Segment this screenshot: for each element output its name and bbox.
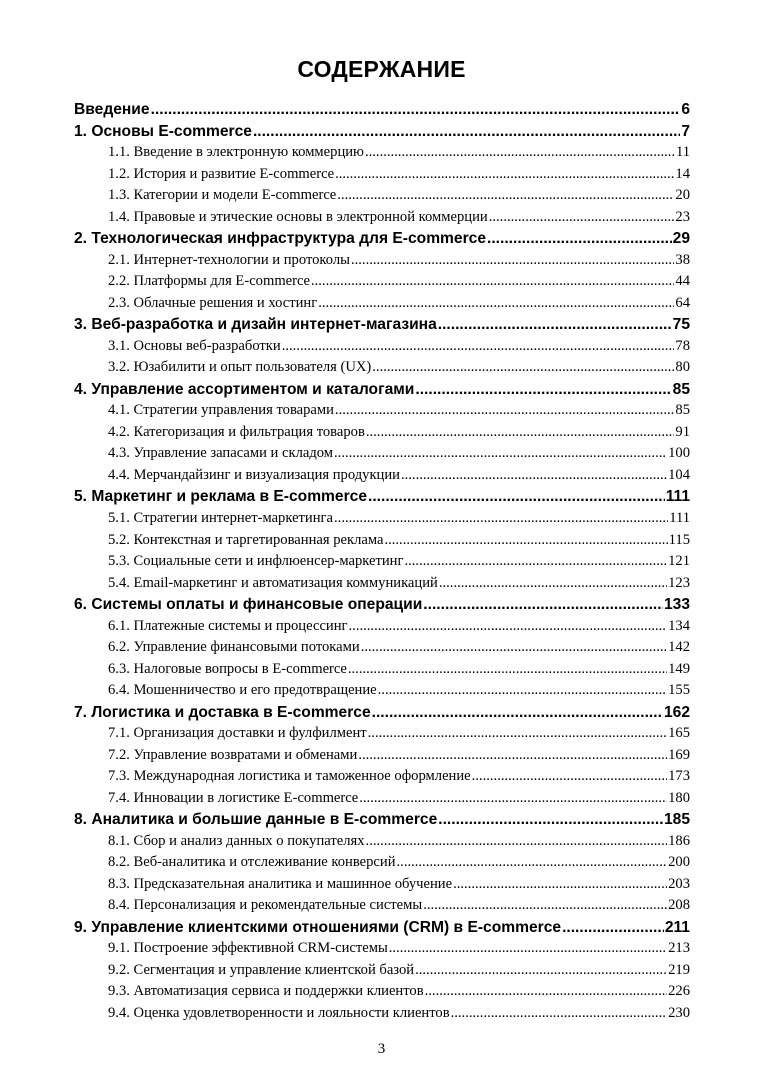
toc-entry-page: 219: [668, 961, 690, 978]
toc-chapter-entry: [74, 486, 690, 508]
toc-section-entry: [74, 745, 690, 767]
toc-entry-page: 14: [675, 165, 690, 182]
toc-entry-label: 1.2. История и развитие E-commerce: [108, 165, 335, 182]
toc-entry-page: 91: [675, 423, 690, 440]
toc-entry-page: 111: [665, 488, 690, 506]
toc-section-entry: [74, 960, 690, 982]
toc-entry-page: 23: [675, 208, 690, 225]
toc-entry-label: 8.2. Веб-аналитика и отслеживание конверсий: [108, 854, 396, 871]
toc-entry-page: 115: [668, 531, 690, 548]
dot-leader: [151, 99, 681, 121]
dot-leader: [253, 121, 680, 143]
toc-entry-label: 5. Маркетинг и реклама в E-commerce: [74, 488, 368, 506]
dot-leader: [562, 917, 664, 939]
toc-section-entry: [74, 293, 690, 315]
toc-entry-page: 7: [681, 122, 690, 140]
dot-leader: [335, 400, 674, 422]
toc-entry-label: 6.3. Налоговые вопросы в E-commerce: [108, 660, 347, 677]
toc-section-entry: [74, 142, 690, 164]
dot-leader: [351, 250, 674, 272]
toc-chapter-entry: [74, 917, 690, 939]
toc-section-entry: [74, 831, 690, 853]
toc-entry-label: 1.1. Введение в электронную коммерцию: [108, 144, 364, 161]
toc-entry-page: 20: [675, 187, 690, 204]
toc-entry-page: 169: [668, 746, 690, 763]
toc-chapter-entry: [74, 99, 690, 121]
dot-leader: [334, 443, 667, 465]
toc-entry-label: 4. Управление ассортиментом и каталогами: [74, 380, 415, 398]
toc-entry-page: 200: [668, 854, 690, 871]
toc-entry-label: 9.3. Автоматизация сервиса и поддержки клиентов: [108, 983, 424, 1000]
toc-entry-page: 85: [672, 380, 690, 398]
dot-leader: [487, 228, 672, 250]
toc-section-entry: [74, 336, 690, 358]
dot-leader: [368, 486, 665, 508]
toc-entry-label: 4.1. Стратегии управления товарами: [108, 402, 334, 419]
toc-section-entry: [74, 185, 690, 207]
dot-leader: [397, 852, 668, 874]
toc-section-entry: [74, 766, 690, 788]
dot-leader: [368, 723, 667, 745]
toc-entry-label: 1.3. Категории и модели E-commerce: [108, 187, 337, 204]
toc-entry-label: 3.1. Основы веб-разработки: [108, 337, 281, 354]
dot-leader: [282, 336, 675, 358]
toc-entry-page: 213: [668, 940, 690, 957]
toc-entry-label: 8.4. Персонализация и рекомендательные системы: [108, 897, 423, 914]
toc-entry-label: 9. Управление клиентскими отношениями (CRM) в E-commerce: [74, 918, 562, 936]
dot-leader: [318, 293, 674, 315]
dot-leader: [453, 874, 667, 896]
dot-leader: [438, 809, 663, 831]
dot-leader: [311, 271, 674, 293]
dot-leader: [415, 960, 667, 982]
toc-entry-page: 142: [668, 639, 690, 656]
toc-entry-page: 11: [675, 144, 690, 161]
toc-entry-label: 7.3. Международная логистика и таможенное оформление: [108, 768, 471, 785]
toc-section-entry: [74, 895, 690, 917]
toc-section-entry: [74, 551, 690, 573]
toc-entry-label: 2.1. Интернет-технологии и протоколы: [108, 251, 350, 268]
dot-leader: [366, 831, 668, 853]
toc-entry-label: 9.4. Оценка удовлетворенности и лояльности клиентов: [108, 1004, 450, 1021]
toc-section-entry: [74, 938, 690, 960]
toc-entry-label: 6.2. Управление финансовыми потоками: [108, 639, 360, 656]
dot-leader: [489, 207, 675, 229]
toc-entry-page: 38: [675, 251, 690, 268]
page-number: 3: [377, 1041, 386, 1057]
toc-entry-page: 162: [663, 703, 690, 721]
toc-entry-page: 6: [681, 101, 690, 118]
toc-entry-label: Введение: [74, 101, 150, 118]
toc-section-entry: [74, 271, 690, 293]
toc-entry-label: 5.2. Контекстная и таргетированная реклама: [108, 531, 384, 548]
dot-leader: [365, 142, 675, 164]
toc-entry-label: 2. Технологическая инфраструктура для E-commerce: [74, 230, 487, 248]
toc-chapter-entry: [74, 314, 690, 336]
toc-entry-page: 134: [668, 617, 690, 634]
toc-section-entry: [74, 981, 690, 1003]
dot-leader: [439, 573, 667, 595]
toc-entry-page: 186: [668, 832, 690, 849]
toc-entry-label: 7.2. Управление возвратами и обменами: [108, 746, 358, 763]
toc-entry-label: 9.1. Построение эффективной CRM-системы: [108, 940, 388, 957]
toc-entry-label: 7. Логистика и доставка в E-commerce: [74, 703, 371, 721]
toc-entry-label: 5.4. Email-маркетинг и автоматизация коммуникаций: [108, 574, 438, 591]
toc-section-entry: [74, 465, 690, 487]
toc-section-entry: [74, 508, 690, 530]
dot-leader: [451, 1003, 668, 1025]
toc-entry-page: 111: [669, 510, 690, 527]
toc-entry-page: 123: [668, 574, 690, 591]
toc-section-entry: [74, 1003, 690, 1025]
toc-entry-label: 2.3. Облачные решения и хостинг: [108, 294, 318, 311]
toc-entry-page: 29: [672, 230, 690, 248]
toc-entry-page: 100: [668, 445, 690, 462]
toc-entry-page: 165: [668, 725, 690, 742]
toc-entry-label: 5.3. Социальные сети и инфлюенсер-маркетинг: [108, 553, 404, 570]
toc-entry-page: 180: [668, 789, 690, 806]
toc-chapter-entry: [74, 702, 690, 724]
toc-entry-label: 7.4. Инновации в логистике E-commerce: [108, 789, 359, 806]
toc-section-entry: [74, 207, 690, 229]
toc-section-entry: [74, 874, 690, 896]
toc-entry-page: 208: [668, 897, 690, 914]
dot-leader: [337, 185, 674, 207]
toc-chapter-entry: [74, 594, 690, 616]
dot-leader: [348, 659, 667, 681]
dot-leader: [359, 788, 667, 810]
toc-entry-page: 75: [672, 316, 690, 334]
toc-entry-page: 133: [663, 596, 690, 614]
dot-leader: [372, 702, 663, 724]
dot-leader: [349, 616, 668, 638]
toc-entry-page: 155: [668, 682, 690, 699]
dot-leader: [438, 314, 672, 336]
dot-leader: [389, 938, 667, 960]
toc-chapter-entry: [74, 809, 690, 831]
toc-entry-label: 9.2. Сегментация и управление клиентской базой: [108, 961, 415, 978]
toc-entry-label: 8. Аналитика и большие данные в E-commerce: [74, 811, 438, 829]
toc-section-entry: [74, 400, 690, 422]
toc-section-entry: [74, 357, 690, 379]
toc-entry-label: 8.3. Предсказательная аналитика и машинное обучение: [108, 875, 453, 892]
toc-entry-label: 8.1. Сбор и анализ данных о покупателях: [108, 832, 365, 849]
toc-chapter-entry: [74, 379, 690, 401]
dot-leader: [423, 594, 663, 616]
toc-entry-label: 3.2. Юзабилити и опыт пользователя (UX): [108, 359, 372, 376]
dot-leader: [425, 981, 667, 1003]
toc-entry-label: 5.1. Стратегии интернет-маркетинга: [108, 510, 334, 527]
toc-entry-page: 173: [668, 768, 690, 785]
dot-leader: [415, 379, 671, 401]
toc-entry-page: 44: [675, 273, 690, 290]
page-title: СОДЕРЖАНИЕ: [297, 56, 466, 82]
toc-entry-label: 6. Системы оплаты и финансовые операции: [74, 596, 423, 614]
toc-section-entry: [74, 530, 690, 552]
toc-entry-label: 1.4. Правовые и этические основы в электронной коммерции: [108, 208, 488, 225]
dot-leader: [335, 164, 674, 186]
toc-entry-page: 121: [668, 553, 690, 570]
toc-entry-label: 7.1. Организация доставки и фулфилмент: [108, 725, 367, 742]
toc-section-entry: [74, 637, 690, 659]
toc-entry-page: 64: [675, 294, 690, 311]
toc-section-entry: [74, 723, 690, 745]
toc-entry-label: 4.4. Мерчандайзинг и визуализация продукции: [108, 466, 400, 483]
toc-entry-page: 104: [668, 466, 690, 483]
toc-section-entry: [74, 788, 690, 810]
dot-leader: [404, 551, 667, 573]
toc-entry-page: 203: [668, 875, 690, 892]
toc-entry-page: 80: [675, 359, 690, 376]
toc-entry-page: 85: [675, 402, 690, 419]
toc-entry-page: 226: [668, 983, 690, 1000]
toc-entry-page: 78: [675, 337, 690, 354]
toc-entry-label: 4.2. Категоризация и фильтрация товаров: [108, 423, 365, 440]
toc-entry-page: 185: [663, 811, 690, 829]
toc-section-entry: [74, 443, 690, 465]
toc-section-entry: [74, 250, 690, 272]
toc-section-entry: [74, 659, 690, 681]
toc-section-entry: [74, 422, 690, 444]
toc-entry-page: 230: [668, 1004, 690, 1021]
dot-leader: [401, 465, 667, 487]
toc-entry-label: 6.4. Мошенничество и его предотвращение: [108, 682, 377, 699]
toc-section-entry: [74, 680, 690, 702]
dot-leader: [366, 422, 675, 444]
toc-section-entry: [74, 852, 690, 874]
toc-entry-page: 211: [664, 918, 690, 936]
dot-leader: [384, 530, 667, 552]
dot-leader: [472, 766, 667, 788]
toc-entry-label: 6.1. Платежные системы и процессинг: [108, 617, 348, 634]
dot-leader: [423, 895, 667, 917]
toc-entry-label: 3. Веб-разработка и дизайн интернет-магазина: [74, 316, 437, 334]
dot-leader: [334, 508, 668, 530]
dot-leader: [361, 637, 667, 659]
toc-chapter-entry: [74, 228, 690, 250]
toc-entry-label: 1. Основы E-commerce: [74, 122, 252, 140]
dot-leader: [372, 357, 674, 379]
toc-section-entry: [74, 573, 690, 595]
toc-chapter-entry: [74, 121, 690, 143]
toc-entry-label: 4.3. Управление запасами и складом: [108, 445, 334, 462]
dot-leader: [358, 745, 667, 767]
toc-section-entry: [74, 616, 690, 638]
toc-entry-page: 149: [668, 660, 690, 677]
dot-leader: [378, 680, 667, 702]
toc-section-entry: [74, 164, 690, 186]
table-of-contents: [74, 99, 690, 1024]
toc-entry-label: 2.2. Платформы для E-commerce: [108, 273, 310, 290]
